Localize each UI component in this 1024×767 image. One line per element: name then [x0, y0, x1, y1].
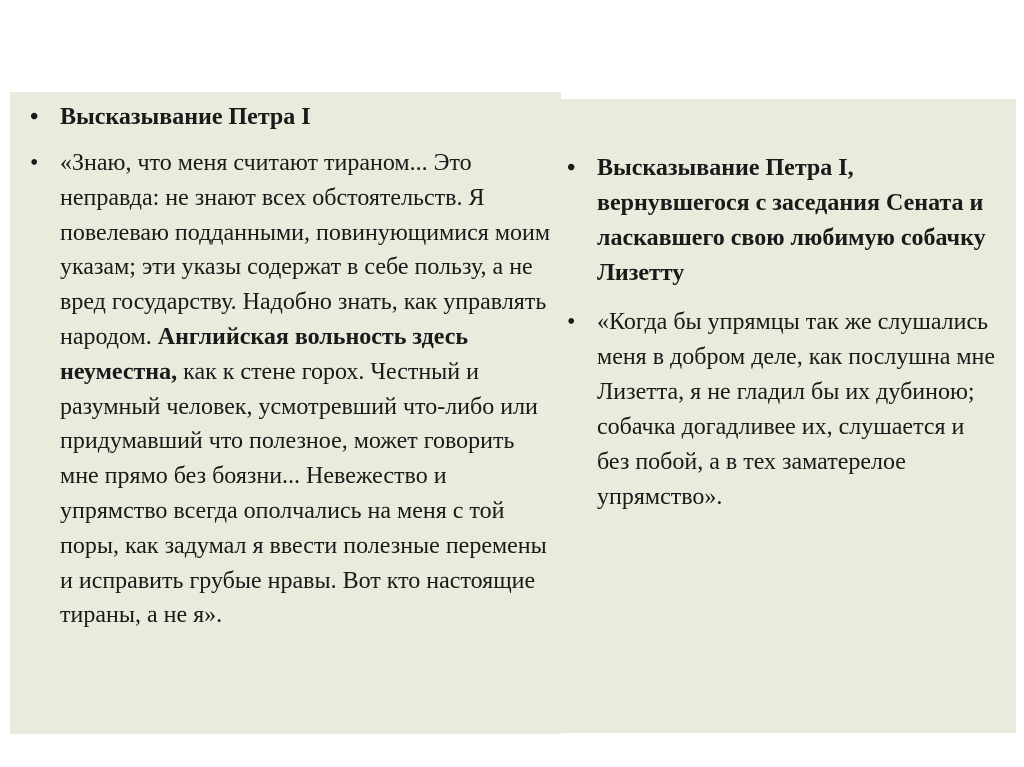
left-heading-text: Высказывание Петра I — [60, 104, 311, 130]
bullet-icon: • — [567, 309, 576, 335]
left-quote-bold-text: Английская вольность здесь неуместна, — [60, 323, 469, 385]
right-heading-text: Высказывание Петра I, вернувшегося с заседания Сената и ласкавшего свою любимую собачку Лизетту — [597, 155, 986, 286]
right-heading-item — [565, 151, 1002, 291]
bullet-icon: • — [30, 104, 39, 130]
left-quote-text-part2: как к стене горох. Честный и разумный человек, усмотревший что-либо или придумавший что полезное, может говорить мне прямо без боязни... Невежество и упрямство всегда ополчались на меня с той поры, как задумал я ввести полезные перемены и исправить грубые нравы. Вот кто настоящие тираны, а не я». — [60, 358, 547, 629]
left-quote-item — [28, 146, 551, 633]
left-quote-text-part1: «Знаю, что меня считают тираном... Это неправда: не знают всех обстоятельств. Я повелеваю подданными, повинующимися моим указам; эти указы содержат в себе пользу, а не вред государству. Надобно знать, как управлять народом. — [60, 150, 551, 350]
right-quote-item — [565, 305, 1002, 515]
right-bullet-list — [565, 151, 1002, 515]
left-quote-panel — [10, 92, 561, 734]
bullet-icon: • — [567, 155, 576, 181]
right-quote-panel — [561, 99, 1016, 733]
right-quote-text: «Когда бы упрямцы так же слушались меня в добром деле, как послушна мне Лизетта, я не гладил бы их дубиною; собачка догадливее их, слушается и без побой, а в тех заматерелое упрямство». — [597, 309, 996, 510]
slide-header-area — [0, 0, 1024, 90]
bullet-icon: • — [30, 150, 39, 176]
left-bullet-list — [28, 102, 551, 633]
left-heading-item — [28, 102, 551, 132]
